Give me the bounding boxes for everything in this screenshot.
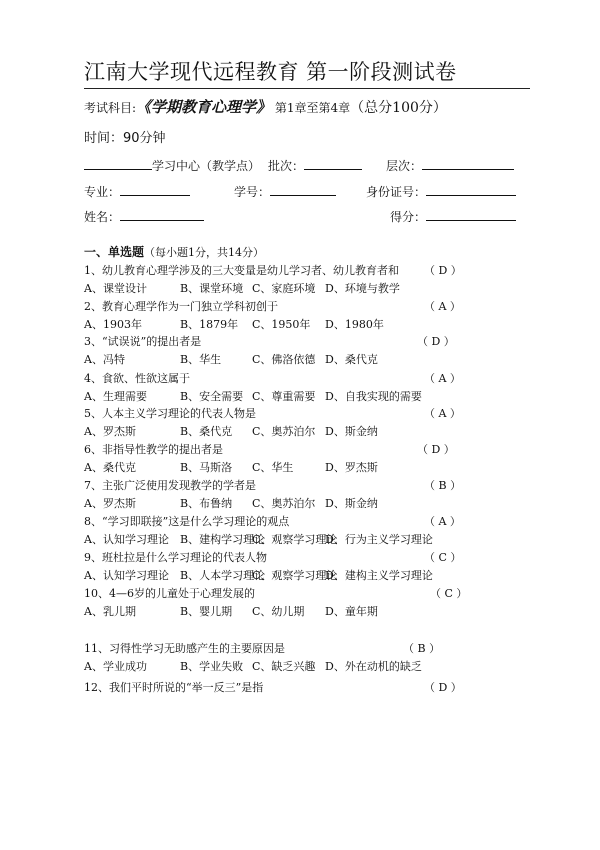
score-label: 得分： bbox=[390, 210, 427, 224]
option-d: D、环境与教学 bbox=[325, 282, 400, 295]
option-a: A、桑代克 bbox=[84, 461, 136, 474]
option-b: B、建构学习理论 bbox=[180, 533, 266, 546]
question-text: 6、非指导性教学的提出者是 bbox=[84, 443, 223, 456]
option-b: B、布鲁纳 bbox=[180, 497, 233, 510]
subject-line bbox=[84, 96, 447, 117]
exam-time: 时间：90分钟 bbox=[84, 131, 166, 146]
answer-mark: （ D ） bbox=[424, 681, 462, 694]
option-b: B、课堂环境 bbox=[180, 282, 244, 295]
name-blank[interactable] bbox=[120, 208, 204, 221]
option-c: C、奥苏泊尔 bbox=[252, 425, 316, 438]
name-field bbox=[84, 208, 204, 225]
center-field bbox=[84, 157, 260, 174]
score-note: （总分100分） bbox=[350, 100, 447, 116]
major-label: 专业： bbox=[84, 185, 121, 199]
batch-field bbox=[268, 157, 362, 174]
answer-mark: （ C ） bbox=[424, 551, 462, 564]
option-d: D、自我实现的需要 bbox=[325, 390, 422, 403]
option-a: A、乳儿期 bbox=[84, 605, 136, 618]
option-c: C、家庭环境 bbox=[252, 282, 316, 295]
question-text: 9、班杜拉是什么学习理论的代表人物 bbox=[84, 551, 267, 564]
section-heading bbox=[84, 243, 264, 260]
student-id-label: 学号： bbox=[234, 185, 271, 199]
id-card-blank[interactable] bbox=[426, 183, 516, 196]
option-a: A、生理需要 bbox=[84, 390, 147, 403]
option-c: C、观察学习理论 bbox=[252, 569, 338, 582]
level-field bbox=[386, 157, 514, 174]
answer-mark: （ B ） bbox=[424, 479, 462, 492]
question-text: 11、习得性学习无助感产生的主要原因是 bbox=[84, 642, 285, 655]
option-d: D、外在动机的缺乏 bbox=[325, 660, 422, 673]
option-a: A、冯特 bbox=[84, 353, 125, 366]
option-a: A、罗杰斯 bbox=[84, 497, 136, 510]
option-d: D、1980年 bbox=[325, 318, 384, 331]
level-blank[interactable] bbox=[422, 157, 514, 170]
major-field bbox=[84, 183, 190, 200]
option-c: C、1950年 bbox=[252, 318, 311, 331]
student-id-field bbox=[234, 183, 336, 200]
answer-mark: （ A ） bbox=[424, 300, 461, 313]
answer-mark: （ C ） bbox=[430, 587, 468, 600]
option-a: A、学业成功 bbox=[84, 660, 147, 673]
score-field bbox=[390, 208, 516, 225]
section-title: 一、单选题 bbox=[84, 245, 145, 259]
id-card-field bbox=[366, 183, 516, 200]
question-text: 3、“试误说”的提出者是 bbox=[84, 335, 202, 348]
subject-name: 《学期教育心理学》 bbox=[136, 98, 272, 116]
question-text: 12、我们平时所说的“举一反三”是指 bbox=[84, 681, 264, 694]
option-b: B、桑代克 bbox=[180, 425, 233, 438]
answer-mark: （ A ） bbox=[424, 515, 461, 528]
question-text: 1、幼儿教育心理学涉及的三大变量是幼儿学习者、幼儿教育者和 bbox=[84, 264, 399, 277]
option-c: C、观察学习理论 bbox=[252, 533, 338, 546]
level-label: 层次： bbox=[386, 159, 423, 173]
option-d: D、行为主义学习理论 bbox=[325, 533, 433, 546]
answer-mark: （ B ） bbox=[403, 642, 441, 655]
option-a: A、认知学习理论 bbox=[84, 533, 169, 546]
option-d: D、斯金纳 bbox=[325, 497, 378, 510]
option-a: A、罗杰斯 bbox=[84, 425, 136, 438]
chapter-range: 第1章至第4章 bbox=[274, 101, 351, 115]
answer-mark: （ D ） bbox=[417, 443, 455, 456]
option-d: D、桑代克 bbox=[325, 353, 378, 366]
option-b: B、安全需要 bbox=[180, 390, 244, 403]
answer-mark: （ D ） bbox=[424, 264, 462, 277]
answer-mark: （ A ） bbox=[424, 372, 461, 385]
student-id-blank[interactable] bbox=[270, 183, 336, 196]
center-label: 学习中心（教学点） bbox=[152, 159, 261, 173]
question-text: 10、4—6岁的儿童处于心理发展的 bbox=[84, 587, 255, 600]
center-blank[interactable] bbox=[84, 157, 152, 170]
option-b: B、华生 bbox=[180, 353, 222, 366]
score-blank[interactable] bbox=[426, 208, 516, 221]
option-b: B、1879年 bbox=[180, 318, 239, 331]
option-a: A、1903年 bbox=[84, 318, 142, 331]
option-c: C、尊重需要 bbox=[252, 390, 316, 403]
option-b: B、马斯洛 bbox=[180, 461, 233, 474]
answer-mark: （ A ） bbox=[424, 407, 461, 420]
option-d: D、罗杰斯 bbox=[325, 461, 378, 474]
option-d: D、建构主义学习理论 bbox=[325, 569, 433, 582]
option-c: C、佛洛依德 bbox=[252, 353, 316, 366]
option-b: B、人本学习理论 bbox=[180, 569, 266, 582]
question-text: 8、“学习即联接”这是什么学习理论的观点 bbox=[84, 515, 290, 528]
option-c: C、缺乏兴趣 bbox=[252, 660, 316, 673]
option-b: B、学业失败 bbox=[180, 660, 244, 673]
option-a: A、认知学习理论 bbox=[84, 569, 169, 582]
option-c: C、幼儿期 bbox=[252, 605, 305, 618]
name-label: 姓名： bbox=[84, 210, 121, 224]
option-c: C、华生 bbox=[252, 461, 294, 474]
id-card-label: 身份证号： bbox=[366, 185, 427, 199]
question-text: 5、人本主义学习理论的代表人物是 bbox=[84, 407, 256, 420]
question-text: 2、教育心理学作为一门独立学科初创于 bbox=[84, 300, 278, 313]
batch-label: 批次： bbox=[268, 159, 305, 173]
exam-title: 江南大学现代远程教育 第一阶段测试卷 bbox=[84, 60, 457, 84]
question-text: 7、主张广泛使用发现教学的学者是 bbox=[84, 479, 256, 492]
option-c: C、奥苏泊尔 bbox=[252, 497, 316, 510]
title-divider bbox=[84, 88, 530, 89]
answer-mark: （ D ） bbox=[417, 335, 455, 348]
question-text: 4、食欲、性欲这属于 bbox=[84, 372, 190, 385]
major-blank[interactable] bbox=[120, 183, 190, 196]
option-d: D、童年期 bbox=[325, 605, 378, 618]
subject-label: 考试科目: bbox=[84, 101, 137, 115]
option-a: A、课堂设计 bbox=[84, 282, 147, 295]
section-note: （每小题1分，共14分） bbox=[144, 246, 265, 259]
option-b: B、婴儿期 bbox=[180, 605, 233, 618]
option-d: D、斯金纳 bbox=[325, 425, 378, 438]
batch-blank[interactable] bbox=[304, 157, 362, 170]
